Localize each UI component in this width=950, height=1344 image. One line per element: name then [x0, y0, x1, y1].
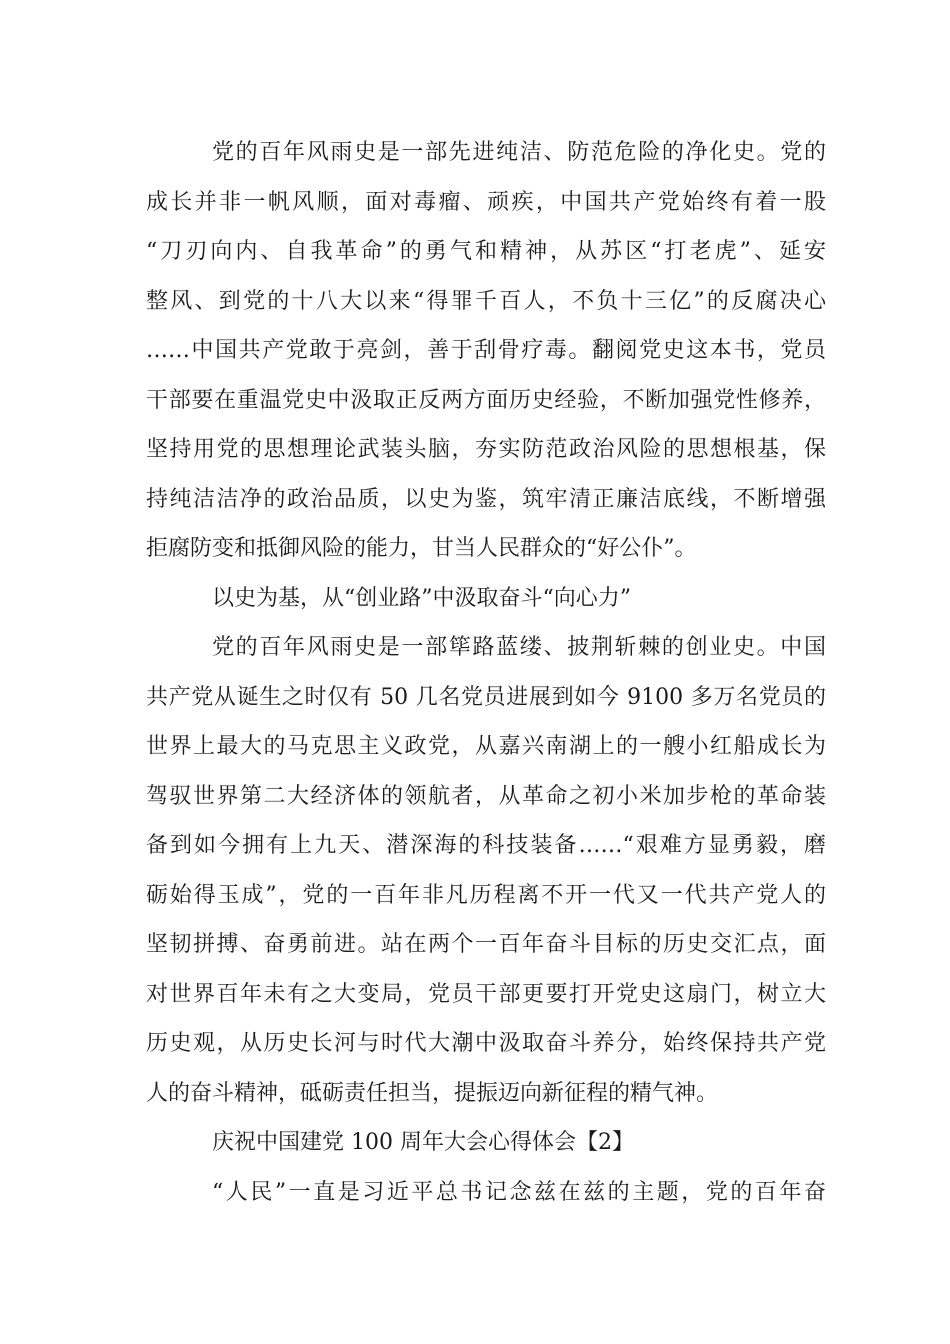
text-line: “人民”一直是习近平总书记念兹在兹的主题，党的百年奋: [212, 1179, 826, 1205]
text-line: “刀刃向内、自我革命”的勇气和精神，从苏区“打老虎”、延安: [146, 239, 826, 264]
paragraph-entrepreneurship-history: [146, 623, 826, 1118]
text-line: 驾驭世界第二大经济体的领航者，从革命之初小米加步枪的革命装: [146, 783, 826, 809]
section-heading-entrepreneurship: [146, 574, 826, 624]
text-line: 砺始得玉成”，党的一百年非凡历程离不开一代又一代共产党人的: [146, 882, 826, 908]
text-line: 持纯洁洁净的政治品质，以史为鉴，筑牢清正廉洁底线，不断增强: [146, 486, 826, 512]
text-line: 成长并非一帆风顺，面对毒瘤、顽疾，中国共产党始终有着一股: [146, 189, 826, 215]
text-line: 坚持用党的思想理论武装头脑，夯实防范政治风险的思想根基，保: [146, 437, 826, 462]
text-line: 人的奋斗精神，砥砺责任担当，提振迈向新征程的精气神。: [146, 1080, 719, 1106]
text-line: 历史观，从历史长河与时代大潮中汲取奋斗养分，始终保持共产党: [146, 1031, 826, 1056]
section-heading-part-2: [146, 1118, 826, 1168]
text-line: ……中国共产党敢于亮剑，善于刮骨疗毒。翻阅党史这本书，党员: [146, 338, 826, 363]
text-line: 党的百年风雨史是一部先进纯洁、防范危险的净化史。党的: [212, 140, 826, 165]
heading-line: 庆祝中国建党 100 周年大会心得体会【2】: [212, 1130, 634, 1155]
text-line: 整风、到党的十八大以来“得罪千百人，不负十三亿”的反腐决心: [146, 288, 826, 314]
text-line: 拒腐防变和抵御风险的能力，甘当人民群众的“好公仆”。: [146, 536, 697, 561]
text-line: 共产党从诞生之时仅有 50 几名党员进展到如今 9100 多万名党员的: [146, 684, 826, 710]
text-line: 对世界百年未有之大变局，党员干部更要打开党史这扇门，树立大: [146, 981, 826, 1007]
text-line: 世界上最大的马克思主义政党，从嘉兴南湖上的一艘小红船成长为: [146, 734, 826, 759]
paragraph-purification-history: [146, 128, 826, 574]
paragraph-people-theme: [146, 1168, 826, 1218]
text-line: 坚韧拼搏、奋勇前进。站在两个一百年奋斗目标的历史交汇点，面: [146, 932, 826, 957]
heading-line: 以史为基，从“创业路”中汲取奋斗“向心力”: [212, 585, 631, 611]
text-line: 干部要在重温党史中汲取正反两方面历史经验，不断加强党性修养，: [146, 387, 826, 413]
text-line: 党的百年风雨史是一部筚路蓝缕、披荆斩棘的创业史。中国: [212, 635, 826, 660]
text-line: 备到如今拥有上九天、潜深海的科技装备……“艰难方显勇毅，磨: [146, 833, 826, 858]
document-body: [146, 128, 826, 1217]
